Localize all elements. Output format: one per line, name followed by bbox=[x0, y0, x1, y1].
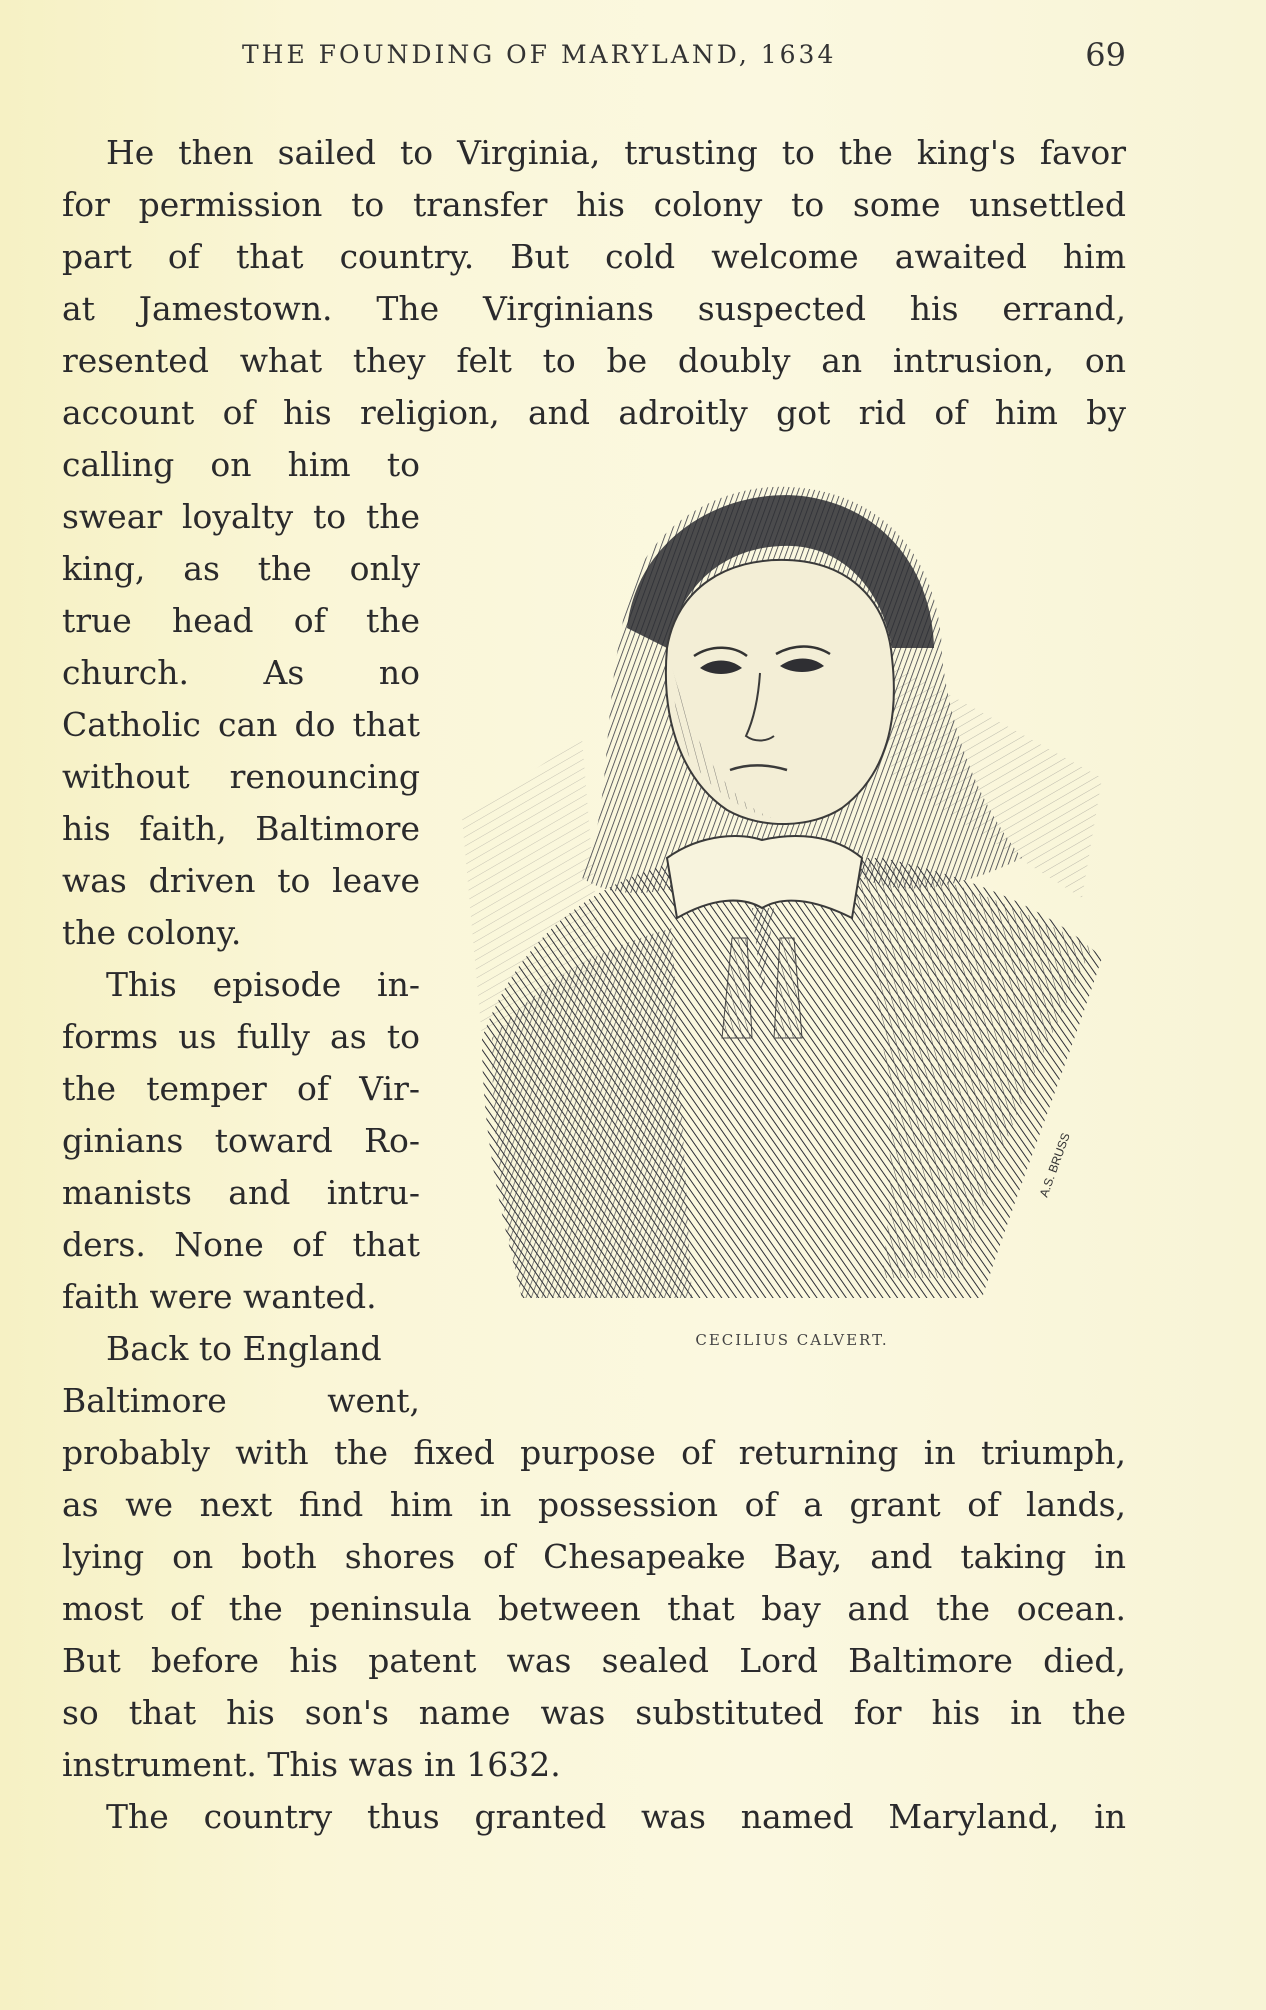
page-header bbox=[62, 36, 1126, 80]
body-line: swear loyalty to the bbox=[62, 497, 420, 536]
body-line: This episode in- bbox=[106, 965, 420, 1004]
body-line: was driven to leave bbox=[62, 861, 420, 900]
body-line: for permission to transfer his colony to some unsettled bbox=[62, 185, 1126, 224]
portrait-engraving bbox=[462, 478, 1122, 1318]
body-line: Back to England bbox=[106, 1329, 382, 1368]
body-line: ders. None of that bbox=[62, 1225, 420, 1264]
body-line: resented what they felt to be doubly an intrusion, on bbox=[62, 341, 1126, 380]
body-line: manists and intru- bbox=[62, 1173, 420, 1212]
body-line: king, as the only bbox=[62, 549, 420, 588]
body-line: without renouncing bbox=[62, 757, 420, 796]
body-line: church. As no bbox=[62, 653, 420, 692]
body-line: probably with the fixed purpose of returning in triumph, bbox=[62, 1433, 1126, 1472]
body-line: calling on him to bbox=[62, 445, 420, 484]
body-line: Catholic can do that bbox=[62, 705, 420, 744]
body-line: as we next find him in possession of a grant of lands, bbox=[62, 1485, 1126, 1524]
body-line: the temper of Vir- bbox=[62, 1069, 420, 1108]
body-line: instrument. This was in 1632. bbox=[62, 1745, 561, 1784]
body-line: most of the peninsula between that bay and the ocean. bbox=[62, 1589, 1126, 1628]
figure-caption: CECILIUS CALVERT. bbox=[695, 1331, 889, 1349]
body-line: But before his patent was sealed Lord Baltimore died, bbox=[62, 1641, 1126, 1680]
body-line: his faith, Baltimore bbox=[62, 809, 420, 848]
running-head: THE FOUNDING OF MARYLAND, 1634 bbox=[242, 40, 837, 69]
body-line: The country thus granted was named Maryland, in bbox=[106, 1797, 1126, 1836]
body-line: true head of the bbox=[62, 601, 420, 640]
body-line: so that his son's name was substituted for his in the bbox=[62, 1693, 1126, 1732]
body-line: ginians toward Ro- bbox=[62, 1121, 420, 1160]
portrait-figure bbox=[462, 478, 1122, 1349]
body-line: at Jamestown. The Virginians suspected his errand, bbox=[62, 289, 1126, 328]
body-line: faith were wanted. bbox=[62, 1277, 377, 1316]
page-number: 69 bbox=[1085, 36, 1126, 74]
body-line: account of his religion, and adroitly got rid of him by bbox=[62, 393, 1126, 432]
body-line: He then sailed to Virginia, trusting to the king's favor bbox=[106, 133, 1126, 172]
body-line: the colony. bbox=[62, 913, 242, 952]
engraver-signature: A.S. BRUSS bbox=[1036, 1130, 1073, 1200]
body-line: part of that country. But cold welcome awaited him bbox=[62, 237, 1126, 276]
body-line: lying on both shores of Chesapeake Bay, and taking in bbox=[62, 1537, 1126, 1576]
body-line: forms us fully as to bbox=[62, 1017, 420, 1056]
body-line: Baltimore went, bbox=[62, 1381, 420, 1420]
